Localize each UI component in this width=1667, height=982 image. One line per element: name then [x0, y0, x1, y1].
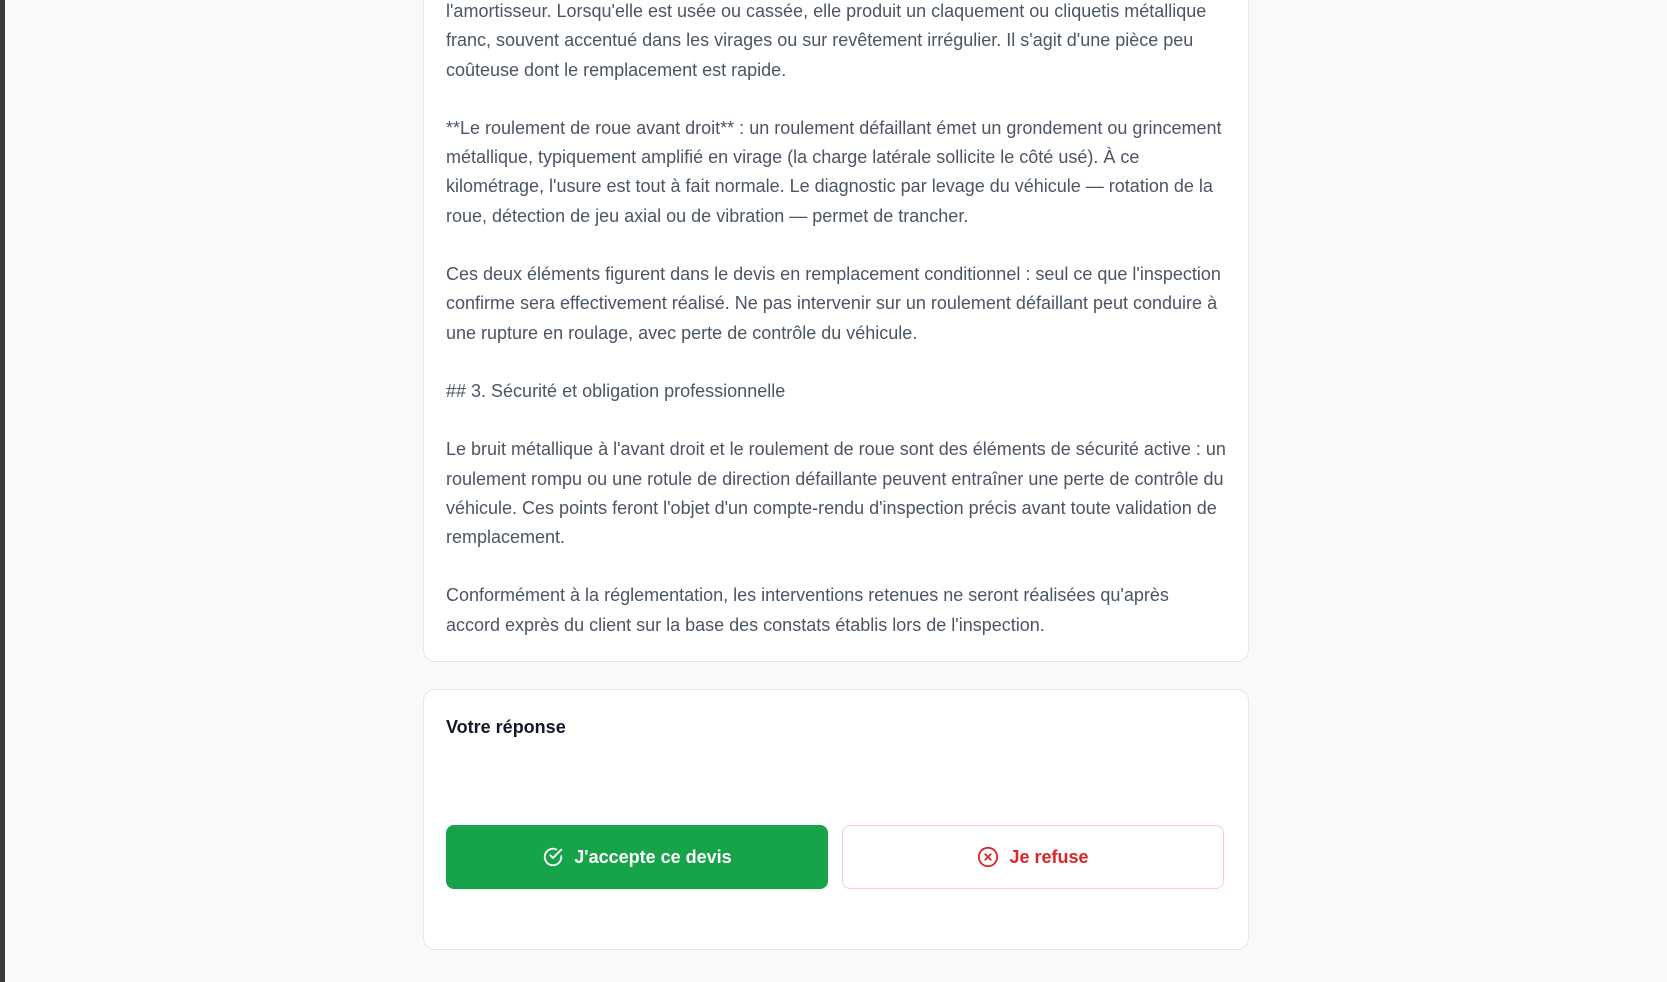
x-circle-icon — [977, 846, 999, 868]
paragraph-conditional-replacement: Ces deux éléments figurent dans le devis en remplacement conditionnel : seul ce que l'inspection confirme sera effectivement réalisé. Ne pas intervenir sur un roulement défaillant peut conduire à une rupture en roulage, avec perte de contrôle du véhicule. — [446, 264, 1221, 343]
quote-explanation-card — [423, 0, 1249, 662]
window-edge — [0, 0, 5, 982]
paragraph-wheel-bearing: **Le roulement de roue avant droit** : un roulement défaillant émet un grondement ou grincement métallique, typiquement amplifié en virage (la charge latérale sollicite le côté usé). À ce kilométrage, l'usure est tout à fait normale. Le diagnostic par levage du véhicule — rotation de la roue, détection de jeu axial ou de vibration — permet de trancher. — [446, 117, 1222, 226]
refuse-quote-label: Je refuse — [1009, 846, 1089, 867]
section-heading-safety: ## 3. Sécurité et obligation professionnelle — [446, 380, 786, 401]
paragraph-safety: Le bruit métallique à l'avant droit et le roulement de roue sont des éléments de sécurité active : un roulement rompu ou une rotule de direction défaillante peuvent entraîner une perte de contrôle du véhicule. Ces points feront l'objet d'un compte-rendu d'inspection précis avant toute validation de remplacement. — [446, 439, 1226, 548]
refuse-quote-button[interactable] — [842, 825, 1224, 889]
response-card — [423, 689, 1249, 950]
response-title: Votre réponse — [446, 717, 566, 737]
accept-quote-button[interactable] — [446, 825, 828, 889]
check-circle-icon — [542, 846, 564, 868]
accept-quote-label: J'accepte ce devis — [574, 846, 732, 867]
paragraph-regulation: Conformément à la réglementation, les interventions retenues ne seront réalisées qu'après accord exprès du client sur la base des constats établis lors de l'inspection. — [446, 585, 1169, 635]
paragraph-shock-absorber: l'amortisseur. Lorsqu'elle est usée ou cassée, elle produit un claquement ou cliquetis métallique franc, souvent accentué dans les virages ou sur revêtement irrégulier. Il s'agit d'une pièce peu coûteuse dont le remplacement est rapide. — [446, 1, 1207, 80]
quote-explanation-text — [446, 0, 1226, 669]
